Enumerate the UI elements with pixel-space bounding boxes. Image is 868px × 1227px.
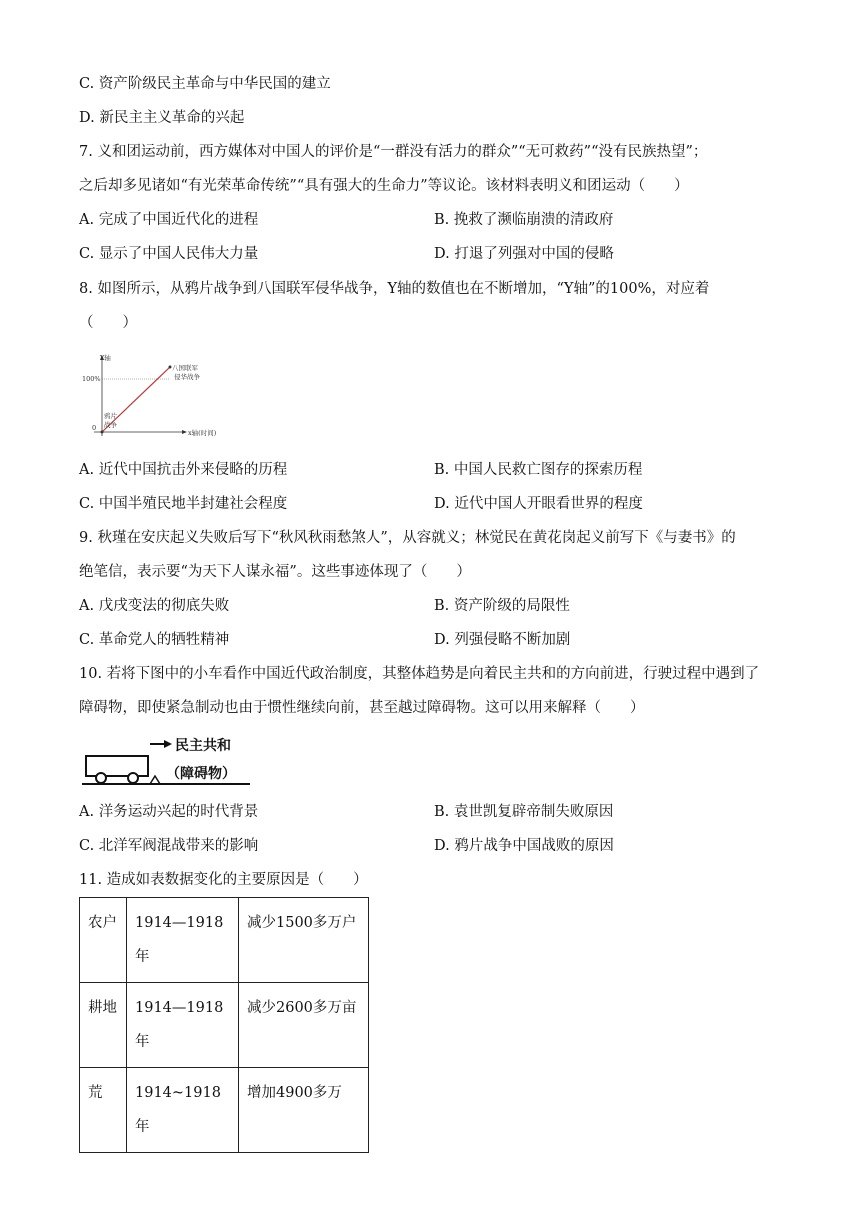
obstacle — [150, 776, 160, 784]
y-tick-100: 100% — [82, 375, 101, 383]
q9-stem-line1: 9. 秋瑾在安庆起义失败后写下“秋风秋雨愁煞人”，从容就义；林觉民在黄花岗起义前写下《与妻书》的 — [79, 530, 736, 546]
q10-option-a: A. 洋务运动兴起的时代背景 — [79, 804, 259, 820]
q10-option-b: B. 袁世凯复辟帝制失败原因 — [434, 804, 614, 820]
table-cell-period: 1914—1918年 — [127, 983, 239, 1068]
table-cell-period: 1914~1918年 — [127, 1068, 239, 1153]
table-cell-item: 耕地 — [80, 983, 127, 1068]
q9-option-a: A. 戊戌变法的彻底失败 — [79, 598, 230, 614]
q6-option-d: D. 新民主主义革命的兴起 — [79, 110, 245, 126]
table-cell-item: 农户 — [80, 898, 127, 983]
table-row — [80, 983, 369, 1068]
q10-stem-line1: 10. 若将下图中的小车看作中国近代政治制度，其整体趋势是向着民主共和的方向前进，行驶过程中遇到了 — [79, 666, 760, 682]
q10-stem-line2: 障碍物，即使紧急制动也由于惯性继续向前，甚至越过障碍物。这可以用来解释（ ） — [79, 700, 645, 716]
q10-option-c: C. 北洋军阀混战带来的影响 — [79, 838, 259, 854]
table-row — [80, 1068, 369, 1153]
y-tick-0: 0 — [92, 424, 97, 432]
q7-option-b: B. 挽救了濒临崩溃的清政府 — [434, 212, 614, 228]
q8-option-a: A. 近代中国抗击外来侵略的历程 — [79, 462, 288, 478]
q8-stem-line2: （ ） — [79, 315, 137, 331]
q9-option-c: C. 革命党人的牺牲精神 — [79, 632, 230, 648]
q11-data-table — [79, 897, 369, 1153]
q10-option-d: D. 鸦片战争中国战败的原因 — [434, 838, 614, 854]
y-axis-label: Y轴 — [100, 354, 111, 362]
arrow-head — [164, 740, 172, 748]
x-axis-arrow — [182, 430, 187, 434]
table-row — [80, 898, 369, 983]
q7-option-c: C. 显示了中国人民伟大力量 — [79, 246, 259, 262]
q9-option-b: B. 资产阶级的局限性 — [434, 598, 570, 614]
obstacle-label: （障碍物） — [166, 765, 236, 781]
table-cell-change: 减少1500多万户 — [239, 898, 369, 983]
q7-option-d: D. 打退了列强对中国的侵略 — [434, 246, 614, 262]
q8-option-b: B. 中国人民救亡图存的探索历程 — [434, 462, 643, 478]
table-cell-period: 1914—1918年 — [127, 898, 239, 983]
q8-stem-line1: 8. 如图所示，从鸦片战争到八国联军侵华战争，Y轴的数值也在不断增加，“Y轴”的100%，对应着 — [79, 281, 710, 297]
q8-line-chart — [78, 350, 238, 442]
table-cell-change: 减少2600多万亩 — [239, 983, 369, 1068]
car-wheel-rear — [128, 773, 138, 783]
q9-option-d: D. 列强侵略不断加剧 — [434, 632, 571, 648]
q8-option-c: C. 中国半殖民地半封建社会程度 — [79, 496, 288, 512]
data-point-opium-war — [101, 431, 104, 434]
car-body — [86, 756, 148, 776]
q7-stem-line1: 7. 义和团运动前，西方媒体对中国人的评价是“一群没有活力的群众”“无可救药”“没有民族热望”； — [79, 144, 708, 160]
arrow-label: 民主共和 — [175, 737, 231, 753]
q9-stem-line2: 绝笔信，表示要“为天下人谋永福”。这些事迹体现了（ ） — [79, 564, 471, 580]
x-axis-label: x轴(时间) — [188, 429, 217, 437]
q11-stem: 11. 造成如表数据变化的主要原因是（ ） — [79, 872, 368, 888]
table-cell-change: 增加4900多万 — [239, 1068, 369, 1153]
q7-option-a: A. 完成了中国近代化的进程 — [79, 212, 259, 228]
point-label-eight-nation: 八国联军侵华战争 — [172, 364, 200, 381]
q6-option-c: C. 资产阶级民主革命与中华民国的建立 — [79, 76, 331, 92]
q7-stem-line2: 之后却多见诸如“有光荣革命传统”“具有强大的生命力”等议论。该材料表明义和团运动（ ） — [79, 178, 689, 194]
q8-option-d: D. 近代中国人开眼看世界的程度 — [434, 496, 643, 512]
table-cell-item: 荒 — [80, 1068, 127, 1153]
q10-car-figure — [80, 734, 255, 790]
point-label-opium-war: 鸦片战争 — [104, 412, 117, 429]
car-wheel-front — [96, 773, 106, 783]
